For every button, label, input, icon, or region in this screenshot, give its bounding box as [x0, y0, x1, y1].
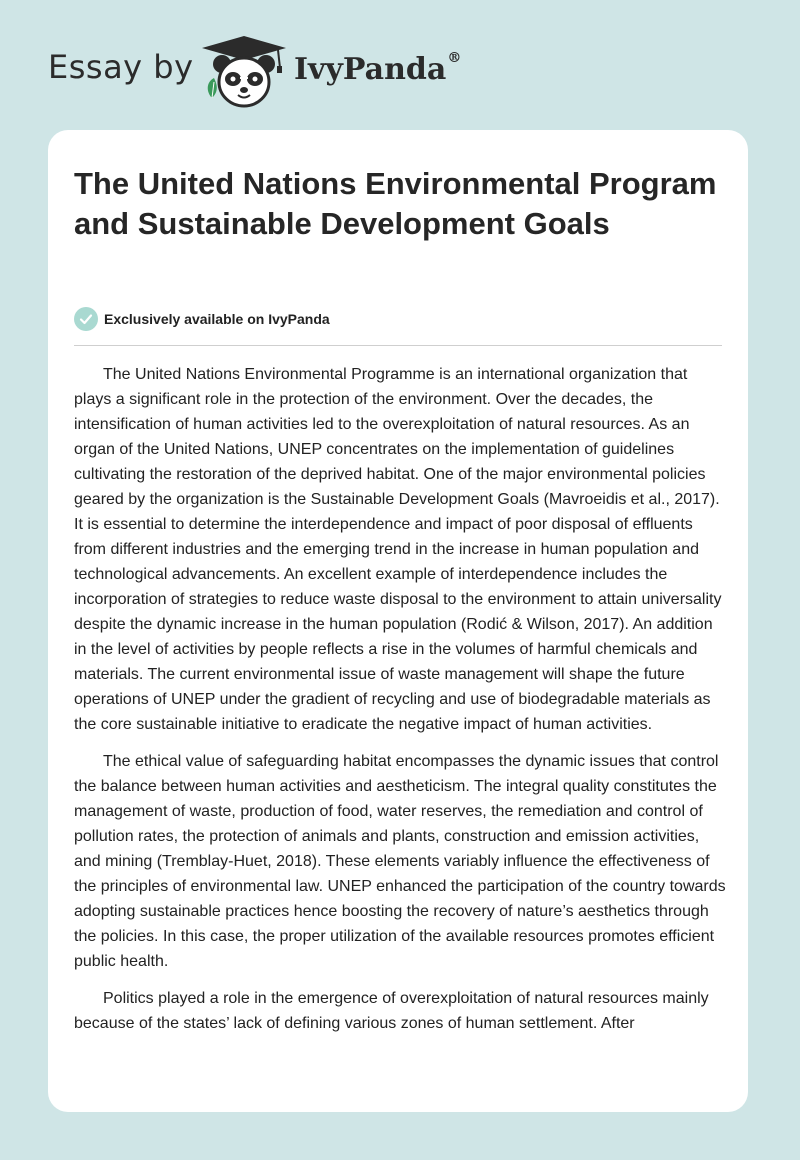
registered-mark: ® [447, 50, 462, 66]
essay-by-label: Essay by [48, 48, 194, 86]
essay-card [48, 130, 748, 1112]
paragraph: Politics played a role in the emergence of overexploitation of natural resources mainly because of the states’ lack of defining various zones of human settlement. After [74, 990, 709, 1032]
site-header [48, 34, 568, 110]
panda-graduate-icon[interactable] [202, 34, 292, 110]
essay-body [74, 362, 726, 1048]
divider [74, 345, 722, 346]
paragraph: The United Nations Environmental Programme is an international organization that plays a significant role in the protection of the environment. Over the decades, the intensification of human activities led to the overexploitation of natural resources. As an organ of the United Nations, UNEP concentrates on the implementation of guidelines cultivating the restoration of the deprived habitat. One of the major environmental policies geared by the organization is the Sustainable Development Goals (Mavroeidis et al., 2017). It is essential to determine the interdependence and impact of poor disposal of effluents from different industries and the emerging trend in the increase in human population and technological advancements. An excellent example of interdependence includes the incorporation of strategies to reduce waste disposal to the environment to attain universality despite the dynamic increase in the human population (Rodić & Wilson, 2017). An addition in the level of activities by people reflects a rise in the volumes of harmful chemicals and materials. The current environmental issue of waste management will shape the future operations of UNEP under the gradient of recycling and use of biodegradable materials as the core sustainable initiative to eradicate the negative impact of human activities. [74, 366, 722, 733]
brand-name: IvyPanda [294, 52, 447, 87]
brand-wordmark[interactable] [294, 52, 461, 87]
essay-title: The United Nations Environmental Program and Sustainable Development Goals [74, 166, 717, 241]
check-icon [74, 307, 98, 331]
exclusive-badge [74, 306, 330, 332]
exclusive-text: Exclusively available on IvyPanda [104, 311, 330, 327]
paragraph: The ethical value of safeguarding habitat encompasses the dynamic issues that control the balance between human activities and aestheticism. The integral quality constitutes the management of waste, production of food, water reserves, the remediation and control of pollution rates, the protection of animals and plants, construction and emission activities, and mining (Tremblay-Huet, 2018). These elements variably influence the effectiveness of the principles of environmental law. UNEP enhanced the participation of the country towards adopting sustainable practices hence boosting the recovery of nature’s aesthetics through the policies. In this case, the proper utilization of the available resources promotes efficient public health. [74, 753, 726, 970]
